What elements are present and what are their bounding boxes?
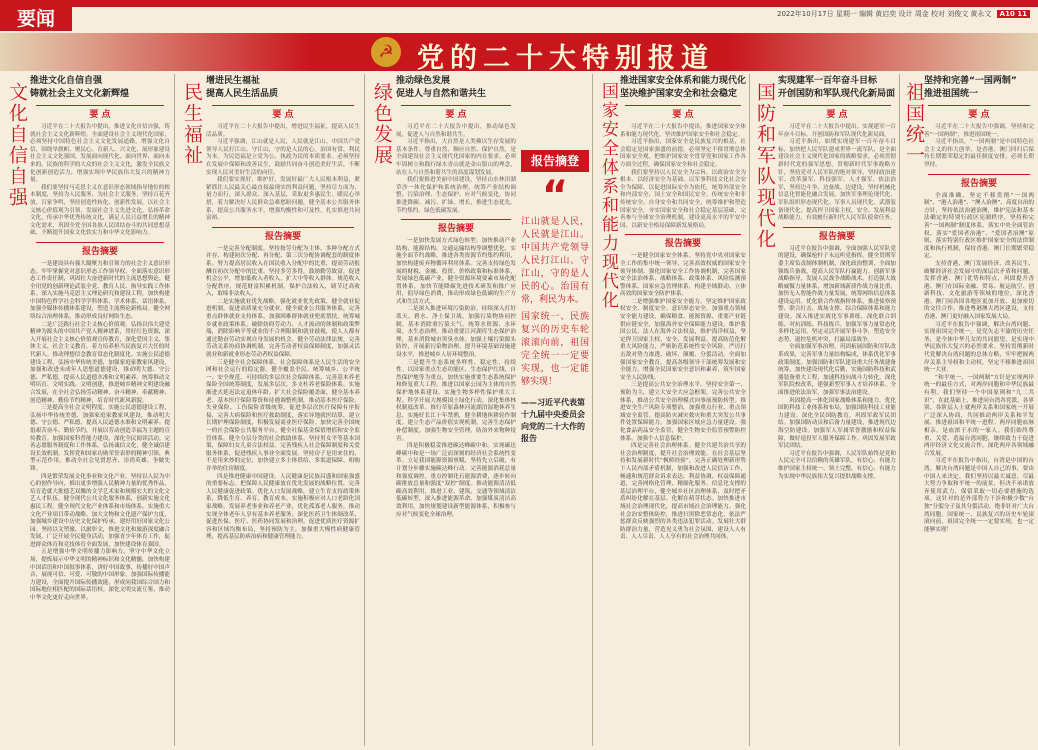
paragraph: 我们要推进美丽中国建设，坚持山水林田湖草沙一体化保护和系统治理，统筹产业结构调整、污染治理、生态保护、应对气候变化，协同推进降碳、减污、扩绿、增长，推进生态优先、节约集约、绿色低碳发展。 xyxy=(396,177,516,214)
paragraph: 全面准确、坚定不移贯彻“一国两制”、“港人治港”、“澳人治澳”、高度自治的方针，坚持依法治港治澳，维护宪法和基本法确定的特别行政区宪制秩序，坚持和完善“一国两制”制度体系，落实中央全面管治权，落实“爱国者治港”、“爱国者治澳”原则，落实特别行政区维护国家安全的法律制度和执行机制，保持香港、澳门长期繁荣稳定。 xyxy=(924,192,1034,260)
col5-vertical-heading: 国防和军队现代化 xyxy=(754,82,776,250)
paragraph: 支持香港、澳门发展经济、改善民生、破解经济社会发展中的深层次矛盾和问题。发挥香港、澳门优势和特点，巩固提升香港、澳门在国际金融、贸易、航运航空、创新科技、文化旅游等领域的地位，深化香港、澳门同各国各地区更加开放、更加密切的交往合作。推进粤港澳大湾区建设，支持香港、澳门更好融入国家发展大局。 xyxy=(924,260,1034,321)
title-line: 推进国家安全体系和能力现代化 xyxy=(620,76,746,86)
section-tab: 要闻 xyxy=(0,7,72,31)
paragraph: 习近平在报告中指出，台湾是中国的台湾。解决台湾问题是中国人自己的事，要由中国人来决定。我们坚持以最大诚意、尽最大努力争取和平统一的前景，但决不承诺放弃使用武力，保留采取一切必要措施的选项，这针对的是外部势力干涉和极少数“台独”分裂分子及其分裂活动，绝非针对广大台湾同胞。国家统一、民族复兴的历史车轮滚滚向前，祖国完全统一一定要实现，也一定能够实现！ xyxy=(924,458,1034,533)
paragraph: 习近平指出，大自然是人类赖以生存发展的基本条件。尊重自然、顺应自然、保护自然，是全面建设社会主义现代化国家的内在要求。必须牢固树立和践行绿水青山就是金山银山的理念，站在人与自然和谐共生的高度谋划发展。 xyxy=(396,139,516,176)
paragraph: 习近平在报告中强调，人民军队始终是党和人民完全可以信赖的英雄军队，有信心、有能力维护国家主权统一、领土完整，有信心、有能力为实现中华民族伟大复兴提供战略支撑。 xyxy=(778,450,896,480)
title-line: 铸就社会主义文化新辉煌 xyxy=(30,89,130,99)
column-divider xyxy=(364,74,365,746)
paragraph: 习近平指出，如期实现建军一百年奋斗目标，加快把人民军队建成世界一流军队，是全面建设社会主义现代化国家的战略要求。必须贯彻新时代党的强军思想，贯彻新时代军事战略方针，坚持党对人民军队的绝对领导，坚持政治建军、改革强军、科技强军、人才强军、依法治军，坚持边斗争、边备战、边建设，坚持机械化信息化智能化融合发展，加快军事理论现代化、军队组织形态现代化、军事人员现代化、武器装备现代化，提高捍卫国家主权、安全、发展利益战略能力，有效履行新时代人民军队使命任务。 xyxy=(778,139,896,222)
paragraph: 三是提高全社会文明程度。实施公民道德建设工程，弘扬中华传统美德，加强家庭家教家风建设，推动明大德、守公德、严私德，提高人民道德水准和文明素养。提倡艰苦奋斗、勤俭节约，开展以劳动创造幸福为主题的宣传教育。加强国家科普能力建设，深化全民阅读活动。完善志愿服务制度和工作体系。弘扬诚信文化，健全诚信建设长效机制。发挥党和国家功勋荣誉表彰的精神引领、典型示范作用，推动全社会见贤思齐、崇尚英雄、争做先锋。 xyxy=(30,405,170,472)
paragraph: 一是建设具有强大凝聚力和引领力的社会主义意识形态。牢牢掌握党对意识形态工作领导权，全面落实意识形态工作责任制，巩固壮大奋进新时代的主流思想舆论。健全用党的创新理论武装全党、教育人民、指导实践工作体系。深入实施马克思主义理论研究和建设工程，加快构建中国特色哲学社会科学学科体系、学术体系、话语体系。加强全媒体传播体系建设，塑造主流舆论新格局。健全网络综合治理体系，推动形成良好网络生态。 xyxy=(30,260,170,321)
article-title xyxy=(924,75,1034,101)
key-points-label: 要 点 xyxy=(928,105,1029,120)
col2-vertical-heading: 民生福祉 xyxy=(181,82,203,166)
paragraph: 习近平在二十大报告中提出，实现建军一百年奋斗目标，开创国防和军队现代化新局面。 xyxy=(778,124,896,138)
paragraph: 全面加强军事治理，巩固拓展国防和军队改革成果，完善军事力量结构编成，体系优化军事政策制度。加强国防和军队建设重大任务战建备统筹，加快建设现代化后勤，实施国防科技和武器装备重大工程，加速科技向战斗力转化。深化军队院校改革，建强新型军事人才培养体系。全面推进依法治军，加强军事法治建设。 xyxy=(778,344,896,396)
paragraph: 五是增强中华文明传播力影响力。坚守中华文化立场，提炼展示中华文明的精神标识和文化精髓，加快构建中国话语和中国叙事体系，讲好中国故事、传播好中国声音，展现可信、可爱、可敬的中国形象。加强国际传播能力建设，全面提升国际传播效能，形成同我国综合国力和国际地位相匹配的国际话语权。深化文明交流互鉴，推动中华文化更好走向世界。 xyxy=(30,549,170,602)
paragraph: 我们要实现好、维护好、发展好最广大人民根本利益，紧紧抓住人民最关心最直接最现实的利益问题，坚持尽力而为、量力而行，深入群众、深入基层，采取更多惠民生、暖民心举措，着力解决好人民群众急难愁盼问题，健全基本公共服务体系，提高公共服务水平，增强均衡性和可及性，扎实推进共同富裕。 xyxy=(206,177,360,222)
article-defense xyxy=(778,75,896,747)
banner-title: 党的二十大特别报道 xyxy=(417,43,714,74)
column-divider xyxy=(749,74,750,746)
paragraph: 习近平在报告中强调，解决台湾问题、实现祖国完全统一，是党矢志不渝的历史任务，是全体中华儿女的共同愿望，是实现中华民族伟大复兴的必然要求。坚持贯彻新时代党解决台湾问题的总体方略，牢牢把握两岸关系主导权和主动权，坚定不移推进祖国统一大业。 xyxy=(924,321,1034,374)
col3-vertical-heading: 绿色发展 xyxy=(371,82,393,166)
article-reunification xyxy=(924,75,1034,747)
article-title xyxy=(620,75,746,101)
title-line: 增进民生福祉 xyxy=(206,76,261,86)
paragraph: 三是健全社会保障体系。社会保障体系是人民生活的安全网和社会运行的稳定器。健全覆盖全民、统筹城乡、公平统一、安全规范、可持续的多层次社会保障体系。完善基本养老保险全国统筹制度，发展多层次、多支柱养老保险体系。实施渐进式延迟法定退休年龄。扩大社会保险覆盖面，健全基本养老、基本医疗保险筹资和待遇调整机制，推动基本医疗保险、失业保险、工伤保险省级统筹。促进多层次医疗保障有序衔接，完善大病保险和医疗救助制度，落实异地就医结算，建立长期护理保险制度，积极发展商业医疗保险。加快完善全国统一的社会保险公共服务平台。健全社保基金保值增值和安全监管体系。健全分层分类的社会救助体系。坚持男女平等基本国策，保障妇女儿童合法权益。完善残疾人社会保障制度和关爱服务体系，促进残疾人事业全面发展。坚持房子是用来住的、不是用来炒的定位，加快建立多主体供给、多渠道保障、租购并举的住房制度。 xyxy=(206,359,360,472)
paragraph: 三是提升生态系统多样性、稳定性、持续性。以国家重点生态功能区、生态保护红线、自然保护地等为重点，加快实施重要生态系统保护和修复重大工程。推进以国家公园为主体的自然保护地体系建设。实施生物多样性保护重大工程。科学开展大规模国土绿化行动。深化集体林权制度改革。推行草原森林河流湖泊湿地休养生息，实施好长江十年禁渔，健全耕地休耕轮作制度。建立生态产品价值实现机制，完善生态保护补偿制度。加强生物安全管理，防治外来物种侵害。 xyxy=(396,359,516,442)
article-title xyxy=(778,75,896,101)
paragraph: 二是广泛践行社会主义核心价值观。弘扬以伟大建党精神为源头的中国共产党人精神谱系，用好红色资源，深入开展社会主义核心价值观宣传教育，深化爱国主义、集体主义、社会主义教育，着力培养担当民族复兴大任的时代新人。推动理想信念教育常态化制度化。实施公民道德建设工程，弘扬中华传统美德，加强家庭家教家风建设，加强和改进未成年人思想道德建设，推动明大德、守公德、严私德，提高人民道德水准和文明素养。统筹推动文明培育、文明实践、文明创建，推进城乡精神文明建设融合发展，在全社会弘扬劳动精神、奋斗精神、奉献精神、创造精神、勤俭节约精神，培育时代新风新貌。 xyxy=(30,321,170,404)
key-points-label: 要 点 xyxy=(36,105,165,120)
top-red-band xyxy=(0,0,1038,7)
col4-vertical-heading: 国家安全体系和能力现代化 xyxy=(598,82,618,310)
col6-vertical-heading: 祖国统一 xyxy=(903,82,925,166)
article-livelihood xyxy=(206,75,360,747)
report-excerpt-label: 报告摘要 xyxy=(625,234,741,249)
report-excerpt-label: 报告摘要 xyxy=(401,219,511,234)
article-green-development xyxy=(396,75,516,747)
paragraph: 一是健全国家安全体系。坚持党中央对国家安全工作的集中统一领导，完善高效权威的国家安全领导体制。强化国家安全工作协调机制，完善国家安全法治体系、战略体系、政策体系、风险监测预警体系、国家应急管理体系，构建全域联动、立体高效的国家安全防护体系。 xyxy=(620,253,746,298)
column-divider xyxy=(174,74,175,746)
paragraph: 习近平在二十大报告中强调，坚持和完善“一国两制”，推进祖国统一。 xyxy=(924,124,1034,138)
paragraph: 一是完善分配制度。坚持按劳分配为主体、多种分配方式并存，构建初次分配、再分配、第三次分配协调配套的制度体系。努力提高居民收入在国民收入分配中的比重，提高劳动报酬在初次分配中的比重。坚持多劳多得，鼓励勤劳致富，促进机会公平，增加低收入者收入，扩大中等收入群体。规范收入分配秩序，规范财富积累机制，保护合法收入，调节过高收入，取缔非法收入。 xyxy=(206,245,360,298)
report-excerpt-label: 报告摘要 xyxy=(36,242,165,257)
title-line: 推进祖国统一 xyxy=(924,89,979,99)
paragraph: 四是积极稳妥推进碳达峰碳中和。实现碳达峰碳中和是一场广泛而深刻的经济社会系统性变革。立足我国能源资源禀赋，坚持先立后破，有计划分步骤实施碳达峰行动。完善能源消耗总量和强度调控，重点控制化石能源消费，逐步转向碳排放总量和强度“双控”制度。推动能源清洁低碳高效利用，推进工业、建筑、交通等领域清洁低碳转型。深入推进能源革命，加强煤炭清洁高效利用，加快规划建设新型能源体系，积极参与应对气候变化全球治理。 xyxy=(396,443,516,518)
paragraph: 习近平强调，江山就是人民，人民就是江山。中国共产党领导人民打江山、守江山，守的是人民的心。治国有常，利民为本。为民造福是立党为公、执政为民的本质要求。必须坚持在发展中保障和改善民生，鼓励共同奋斗创造美好生活，不断实现人民对美好生活的向往。 xyxy=(206,139,360,176)
paragraph: 四是推进健康中国建设。人民健康是民族昌盛和国家强盛的重要标志。把保障人民健康放在优先发展的战略位置，完善人民健康促进政策。优化人口发展战略，建立生育支持政策体系，降低生育、养育、教育成本。实施积极应对人口老龄化国家战略，发展养老事业和养老产业，优化孤寡老人服务，推动实现全体老年人享有基本养老服务。深化医药卫生体制改革，促进医保、医疗、医药协同发展和治理。促进优质医疗资源扩容和区域均衡布局，坚持预防为主，加强重大慢性病健康管理，提高基层防病治病和健康管理能力。 xyxy=(206,473,360,541)
title-line: 坚持和完善“一国两制” xyxy=(924,76,1017,86)
title-line: 推动绿色发展 xyxy=(396,76,451,86)
article-title xyxy=(206,75,360,101)
paragraph: 我们要坚持马克思主义在意识形态领域指导地位的根本制度，坚持为人民服务、为社会主义服务，坚持百花齐放、百家争鸣，坚持创造性转化、创新性发展，以社会主义核心价值观为引领，发展社会主义先进文化，弘扬革命文化，传承中华优秀传统文化，满足人民日益增长的精神文化需求，巩固全党全国各族人民团结奋斗的共同思想基础，不断提升国家文化软实力和中华文化影响力。 xyxy=(30,184,170,237)
paragraph: 四是繁荣发展文化事业和文化产业。坚持以人民为中心的创作导向，推出更多增强人民精神力量的优秀作品，培育造就大批德艺双馨的文学艺术家和规模宏大的文化文艺人才队伍。健全现代公共文化服务体系，创新实施文化惠民工程。健全现代文化产业体系和市场体系，实施重大文化产业项目带动战略。加大文物和文化遗产保护力度，加强城乡建设中历史文化保护传承，建好用好国家文化公园。坚持以文塑旅、以旅彰文，推进文化和旅游深度融合发展。广泛开展全民健身活动，加强青少年体育工作，促进群众体育和竞技体育全面发展，加快建设体育强国。 xyxy=(30,473,170,548)
report-excerpt-label: 报告摘要 xyxy=(928,174,1029,189)
article-national-security xyxy=(620,75,746,747)
article-title xyxy=(396,75,516,101)
paragraph: 习近平指出，国家安全是民族复兴的根基，社会稳定是国家强盛的前提。必须坚定不移贯彻总体国家安全观，把维护国家安全贯穿党和国家工作各方面全过程，确保国家安全和社会稳定。 xyxy=(620,139,746,168)
quote-signature: ——习近平代表第十九届中央委员会向党的二十大作的报告 xyxy=(521,398,585,443)
key-points-label: 要 点 xyxy=(625,105,741,120)
title-line: 推进文化自信自强 xyxy=(30,76,103,86)
page-meta xyxy=(777,9,1030,19)
quote-text: 国家统一、民族复兴的历史车轮滚滚向前，祖国完全统一一定要实现，也一定能够实现！ xyxy=(521,312,589,387)
title-line: 提高人民生活品质 xyxy=(206,89,279,99)
paragraph: 一是加快发展方式绿色转型。加快推动产业结构、能源结构、交通运输结构等调整优化。实施全面节约战略，推进各类资源节约集约利用，加快构建废弃物循环利用体系。完善支持绿色发展的财税、金融、投资、价格政策和标准体系，发展绿色低碳产业，健全资源环境要素市场化配置体系，加快节能降碳先进技术研发和推广应用，倡导绿色消费，推动形成绿色低碳的生产方式和生活方式。 xyxy=(396,238,516,305)
key-points-label: 要 点 xyxy=(401,105,511,120)
key-points-label: 要 点 xyxy=(212,105,354,120)
report-excerpt-label: 报告摘要 xyxy=(783,227,892,242)
paragraph: 二是实施就业优先战略。强化就业优先政策，健全就业促进机制，促进高质量充分就业。健全就业公共服务体系，完善重点群体就业支持体系，加强困难群体就业兜底帮扶。统筹城乡就业政策体系，破除妨碍劳动力、人才流动的体制和政策弊端，消除影响平等就业的不合理限制和就业歧视，使人人都有通过勤奋劳动实现自身发展的机会。健全劳动法律法规，完善劳动关系协商协调机制，完善劳动者权益保障制度，加强灵活就业和新就业形态劳动者权益保障。 xyxy=(206,298,360,359)
column-divider xyxy=(592,74,593,746)
key-points-label: 要 点 xyxy=(783,105,892,120)
quote-tag: 报告摘登 xyxy=(521,150,589,172)
paragraph: 习近平在二十大报告中提出，推进文化自信自强，铸就社会主义文化新辉煌。全面建设社会主义现代化国家，必须坚持中国特色社会主义文化发展道路，增强文化自信，围绕举旗帜、聚民心、育新人、兴文化、展形象建设社会主义文化强国，发展面向现代化、面向世界、面向未来的，民族的科学的大众的社会主义文化，激发全民族文化创新创造活力，增强实现中华民族伟大复兴的精神力量。 xyxy=(30,124,170,184)
paragraph: 二是增强维护国家安全能力。坚定维护国家政权安全、制度安全、意识形态安全，加强重点领域安全能力建设，确保粮食、能源资源、重要产业链供应链安全，加强海外安全保障能力建设，维护我国公民、法人在海外合法权益，维护海洋权益，坚定捍卫国家主权、安全、发展利益。提高防范化解重大风险能力，严密防范系统性安全风险，严厉打击敌对势力渗透、破坏、颠覆、分裂活动。全面加强国家安全教育，提高各级领导干部统筹发展和安全能力，增强全民国家安全意识和素养，筑牢国家安全人民防线。 xyxy=(620,298,746,381)
column-divider xyxy=(899,74,900,746)
paragraph: 巩固提高一体化国家战略体系和能力。优化国防科技工业体系和布局，加强国防科技工业能力建设。深化全民国防教育，巩固军政军民团结。加强国防动员和后备力量建设，推进现代边海空防建设。加强军人军属荣誉激励和权益保障，做好退役军人服务保障工作。巩固发展军政军民团结。 xyxy=(778,397,896,450)
title-line: 坚决维护国家安全和社会稳定 xyxy=(620,89,738,99)
paragraph: 三是提高公共安全治理水平。坚持安全第一、预防为主，建立大安全大应急框架，完善公共安全体系，推动公共安全治理模式向事前预防转型。推进安全生产风险专项整治，加强重点行业、重点领域安全监管。提高防灾减灾救灾和重大突发公共事件处置保障能力，加强国家区域应急力量建设。强化食品药品安全监管，健全生物安全监管预警防控体系。加强个人信息保护。 xyxy=(620,382,746,442)
paragraph: 四是完善社会治理体系。健全共建共治共享的社会治理制度，提升社会治理效能。在社会基层坚持和发展新时代“枫桥经验”，完善正确处理新形势下人民内部矛盾机制，加强和改进人民信访工作，畅通和规范群众诉求表达、利益协调、权益保障通道，完善网格化管理、精细化服务、信息化支撑的基层治理平台，健全城乡社区治理体系，及时把矛盾纠纷化解在基层、化解在萌芽状态。加快推进市域社会治理现代化，提高市域社会治理能力。强化社会治安整体防控，推进扫黑除恶常态化，依法严惩群众反映强烈的各类违法犯罪活动。发展壮大群防群治力量，营造见义勇为社会氛围，建设人人有责、人人尽责、人人享有的社会治理共同体。 xyxy=(620,443,746,541)
paragraph: “和平统一、一国两制”方针是实现两岸统一的最佳方式，对两岸同胞和中华民族最有利。我们坚持一个中国原则和“九二共识”，在此基础上，推进同台湾各党派、各界别、各阶层人士就两岸关系和国家统一开展广泛深入协商，共同推动两岸关系和平发展、推进祖国和平统一进程。两岸同胞血脉相亲，是血浓于水的一家人。我们始终尊重、关爱、造福台湾同胞，继续致力于促进两岸经济文化交流合作，深化两岸各领域融合发展。 xyxy=(924,374,1034,457)
title-line: 促进人与自然和谐共生 xyxy=(396,89,487,99)
page-number: A10 11 xyxy=(997,10,1030,18)
paragraph: 二是深入推进环境污染防治。持续深入打好蓝天、碧水、净土保卫战。加强污染物协同控制，基本消除重污染天气。统筹水资源、水环境、水生态治理，推动重要江河湖库生态保护治理，基本消除城市黑臭水体。加强土壤污染源头防控，开展新污染物治理。提升环境基础设施建设水平，推进城乡人居环境整治。 xyxy=(396,306,516,359)
title-line: 实现建军一百年奋斗目标 xyxy=(778,76,878,86)
paragraph: 习近平在二十大报告中提出，增进民生福祉，提高人民生活品质。 xyxy=(206,124,360,138)
title-line: 开创国防和军队现代化新局面 xyxy=(778,89,896,99)
quote-mark-icon: “ xyxy=(541,173,569,219)
col1-vertical-heading: 文化自信自强 xyxy=(6,82,28,208)
paragraph: 习近平指出，“一国两制”是中国特色社会主义的伟大创举，是香港、澳门回归后保持长期繁荣稳定的最佳制度安排，必须长期坚持。 xyxy=(924,139,1034,168)
paragraph: 习近平在二十大报告中提出，推动绿色发展，促进人与自然和谐共生。 xyxy=(396,124,516,138)
paragraph: 习近平在二十大报告中提出，推进国家安全体系和能力现代化，坚决维护国家安全和社会稳定。 xyxy=(620,124,746,138)
report-excerpt-label: 报告摘要 xyxy=(212,227,354,242)
quote-text: 江山就是人民，人民就是江山。中国共产党领导人民打江山、守江山，守的是人民的心。治国有常，利民为本。 xyxy=(521,217,589,305)
article-culture xyxy=(30,75,170,747)
paragraph: 习近平在报告中强调，全面加强人民军队党的建设，确保枪杆子永远听党指挥。健全贯彻军委主席负责制体制机制，深化政治整训，全面加强练兵备战，提高人民军队打赢能力。创新军事战略指导，发展人民战争战略战术。打造强大战略威慑力量体系，增加新域新质作战力量比重，加快无人智能作战力量发展，统筹网络信息体系建设运用。优化联合作战指挥体系，推进侦察预警、联合打击、战场支撑、综合保障体系和能力建设。深入推进实战化军事训练，深化联合训练、对抗训练、科技练兵。加强军事力量常态化多样化运用，坚定灵活开展军事斗争，塑造安全态势，遏控危机冲突，打赢局部战争。 xyxy=(778,245,896,343)
paragraph: 我们要坚持以人民安全为宗旨、以政治安全为根本、以经济安全为基础、以军事科技文化社会安全为保障、以促进国际安全为依托，统筹外部安全和内部安全、国土安全和国民安全、传统安全和非传统安全、自身安全和共同安全，统筹维护和塑造国家安全，夯实国家安全和社会稳定基层基础，完善参与全球安全治理机制，建设更高水平的平安中国，以新安全格局保障新发展格局。 xyxy=(620,169,746,229)
article-title xyxy=(30,75,170,101)
masthead-meta: 2022年10月17日 星期一 编辑 黄启奕 设计 周金 校对 刘俊文 黄永文 xyxy=(776,10,992,18)
report-excerpt-quote xyxy=(521,150,589,510)
party-emblem-icon: ☭ xyxy=(371,37,401,67)
